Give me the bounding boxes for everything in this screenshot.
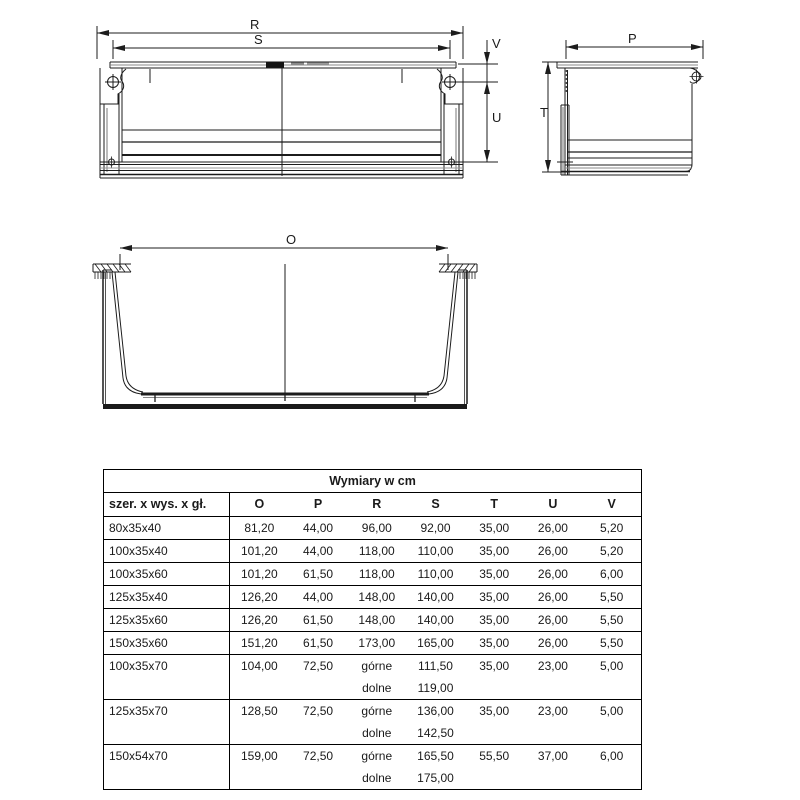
header-O: O <box>254 497 265 511</box>
cell-u: 26,00 <box>537 521 568 535</box>
dim-label-r: R <box>250 17 260 32</box>
dim-label-v: V <box>492 36 501 51</box>
cell-t: 35,00 <box>479 659 510 673</box>
cell-o: 101,20 <box>241 544 278 558</box>
table-row <box>104 655 641 700</box>
cell-dim: 125x35x40 <box>104 586 230 608</box>
cell-u: 26,00 <box>537 567 568 581</box>
cell-p: 44,00 <box>303 544 334 558</box>
dimensions-table <box>103 469 642 790</box>
header-R: R <box>372 497 382 511</box>
header-U: U <box>548 497 558 511</box>
header-V: V <box>607 497 616 511</box>
dim-label-u: U <box>492 110 502 125</box>
header-P: P <box>313 497 323 511</box>
cell-v: 5,20 <box>599 544 624 558</box>
cell-u: 26,00 <box>537 590 568 604</box>
cell-dim: 100x35x70 <box>104 655 230 699</box>
cell-o: 126,20 <box>241 590 278 604</box>
cell-dim: 125x35x60 <box>104 609 230 631</box>
cell-v: 6,00 <box>599 749 624 763</box>
cell-r: górne dolne <box>361 704 393 740</box>
cell-o: 151,20 <box>241 636 278 650</box>
cell-s: 110,00 <box>417 567 454 581</box>
cell-v: 5,50 <box>599 636 624 650</box>
cell-u: 23,00 <box>537 659 568 673</box>
table-row <box>104 632 641 655</box>
cell-r: 148,00 <box>358 613 396 627</box>
cell-s: 136,00 142,50 <box>417 704 454 740</box>
cell-r: 118,00 <box>358 544 395 558</box>
cell-s: 140,00 <box>417 590 454 604</box>
table-title: Wymiary w cm <box>104 470 641 493</box>
dim-label-p: P <box>628 31 637 46</box>
cell-dim: 150x35x60 <box>104 632 230 654</box>
cell-o: 128,50 <box>241 704 278 718</box>
cell-dim: 80x35x40 <box>104 517 230 539</box>
section-view-drawing <box>85 228 485 428</box>
header-T: T <box>490 497 499 511</box>
cell-s: 165,50 175,00 <box>417 749 454 785</box>
cell-r: górne dolne <box>361 749 393 785</box>
cell-dim: 125x35x70 <box>104 700 230 744</box>
cell-p: 72,50 <box>303 659 334 673</box>
cell-r: 96,00 <box>361 521 392 535</box>
cell-v: 6,00 <box>599 567 624 581</box>
table-row <box>104 700 641 745</box>
cell-p: 72,50 <box>303 704 334 718</box>
dim-label-t: T <box>540 105 548 120</box>
cell-o: 104,00 <box>241 659 278 673</box>
cell-v: 5,00 <box>599 704 624 718</box>
cell-u: 26,00 <box>537 636 568 650</box>
header-S: S <box>431 497 440 511</box>
cell-p: 72,50 <box>303 749 334 763</box>
table-row <box>104 563 641 586</box>
cell-dim: 100x35x40 <box>104 540 230 562</box>
cell-p: 61,50 <box>303 636 334 650</box>
cell-s: 92,00 <box>420 521 451 535</box>
cell-o: 159,00 <box>241 749 278 763</box>
cell-v: 5,00 <box>599 659 624 673</box>
cell-o: 101,20 <box>241 567 278 581</box>
table-row <box>104 586 641 609</box>
cell-t: 35,00 <box>479 613 510 627</box>
cell-r: górne dolne <box>361 659 393 695</box>
cell-p: 61,50 <box>303 567 334 581</box>
cell-r: 173,00 <box>358 636 396 650</box>
table-header-row <box>104 493 641 517</box>
cell-v: 5,50 <box>599 590 624 604</box>
table-row <box>104 745 641 789</box>
side-view-drawing <box>540 12 740 192</box>
cell-t: 35,00 <box>479 590 510 604</box>
cell-u: 26,00 <box>537 613 568 627</box>
cell-o: 126,20 <box>241 613 278 627</box>
front-view-drawing <box>88 12 508 192</box>
cell-s: 110,00 <box>417 544 454 558</box>
dim-label-s: S <box>254 32 263 47</box>
cell-v: 5,20 <box>599 521 624 535</box>
cell-r: 118,00 <box>358 567 395 581</box>
cell-p: 61,50 <box>303 613 334 627</box>
cell-dim: 150x54x70 <box>104 745 230 789</box>
table-row <box>104 517 641 540</box>
cell-t: 35,00 <box>479 544 510 558</box>
cell-t: 35,00 <box>479 521 510 535</box>
cell-dim: 100x35x60 <box>104 563 230 585</box>
cell-r: 148,00 <box>358 590 396 604</box>
cell-p: 44,00 <box>303 590 334 604</box>
table-row <box>104 540 641 563</box>
cell-s: 111,50 119,00 <box>417 659 454 695</box>
cell-u: 26,00 <box>537 544 568 558</box>
cell-v: 5,50 <box>599 613 624 627</box>
cell-s: 165,00 <box>417 636 454 650</box>
cell-t: 35,00 <box>479 704 510 718</box>
cell-t: 35,00 <box>479 636 510 650</box>
cell-s: 140,00 <box>417 613 454 627</box>
cell-u: 37,00 <box>537 749 568 763</box>
cell-u: 23,00 <box>537 704 568 718</box>
cell-t: 35,00 <box>479 567 510 581</box>
table-row <box>104 609 641 632</box>
cell-p: 44,00 <box>303 521 334 535</box>
cell-o: 81,20 <box>244 521 275 535</box>
header-dimension: szer. x wys. x gł. <box>104 493 230 516</box>
cell-t: 55,50 <box>479 749 510 763</box>
dim-label-o: O <box>286 232 297 247</box>
